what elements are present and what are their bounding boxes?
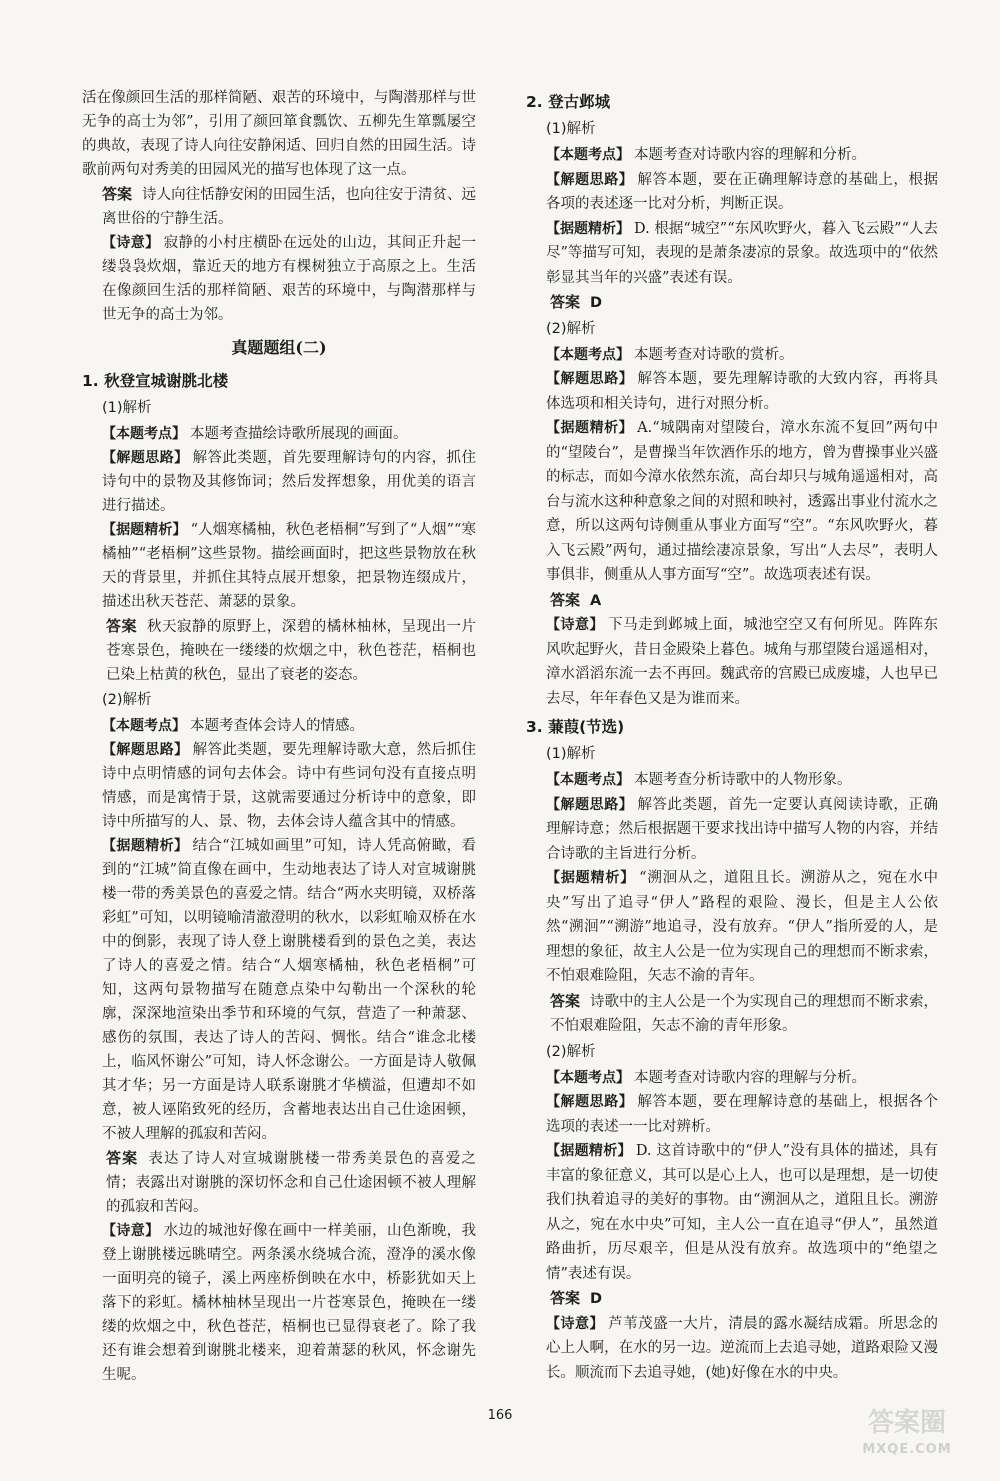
answer-text: 表达了诗人对宣城谢朓楼一带秀美景色的喜爱之情；表露出对谢朓的深切怀念和自己仕途困顿不被人理解的孤寂和苦闷。: [106, 1151, 476, 1215]
poem-meaning-label: 【诗意】: [546, 1315, 605, 1332]
group-title: 真题题组(二): [231, 338, 327, 357]
approach-label: 【解题思路】: [546, 1094, 634, 1110]
answer-label: 答案: [550, 991, 581, 1010]
answer-label: 答案: [102, 185, 133, 203]
answer-text: 诗人向往恬静安闲的田园生活，也向往安于清贫、远离世俗的宁静生活。: [102, 187, 476, 227]
key-point-text: 本题考查对诗歌内容的理解与分析。: [634, 1069, 866, 1086]
key-point-text: 本题考查对诗歌内容的理解和分析。: [634, 147, 866, 163]
approach-label: 【解题思路】: [102, 742, 189, 758]
poem-meaning-text: 下马走到邺城上面，城池空空又有何所见。阵阵东风吹起野火，昔日金殿染上暮色。城角与那望陵台遥遥相对，漳水滔滔东流一去不再回。魏武帝的宫殿已成废墟，人也早已去尽，年年春色又是为谁而来。: [546, 617, 939, 707]
analysis-label: 【据题精析】: [102, 838, 189, 854]
question-heading: (2)解析: [546, 1043, 596, 1060]
approach-label: 【解题思路】: [546, 171, 634, 188]
poem-meaning-label: 【诗意】: [102, 1223, 160, 1239]
approach-label: 【解题思路】: [102, 450, 189, 466]
key-point-text: 本题考查体会诗人的情感。: [190, 718, 364, 734]
answer-text: 诗歌中的主人公是一个为实现自己的理想而不断求索，不怕艰难险阻，矢志不渝的青年形象。: [550, 993, 939, 1034]
answer-label: 答案: [106, 1149, 139, 1167]
key-point-text: 本题考查描绘诗歌所展现的画面。: [190, 426, 408, 442]
answer-label: 答案: [550, 590, 581, 609]
answer-label: 答案: [550, 293, 581, 311]
page-number: 166: [487, 1408, 513, 1423]
section-title: 2. 登古邺城: [526, 93, 611, 111]
analysis-text: “人烟寒橘柚，秋色老梧桐”写到了“人烟”“寒橘柚”“老梧桐”这些景物。描绘画面时，把这些景物放在秋天的背景里，并抓住其特点展开想象，把景物连缀成片，描述出秋天苍茫、萧瑟的景象。: [102, 522, 476, 610]
analysis-label: 【据题精析】: [546, 420, 634, 436]
answer-label: 答案: [106, 617, 137, 635]
watermark-main-text: 答案圈: [867, 1408, 947, 1438]
poem-meaning-text: 水边的城池好像在画中一样美丽，山色渐晚，我登上谢朓楼远眺晴空。两条溪水绕城合流，澄净的溪水像一面明亮的镜子，溪上两座桥倒映在水中，桥影犹如天上落下的彩虹。橘林柚林呈现出一片苍寒景色，掩映在一缕缕的炊烟之中，秋色苍茫，梧桐也已显得衰老了。除了我还有谁会想着到谢朓北楼来，迎着萧瑟的秋风，怀念谢先生呢。: [102, 1223, 477, 1383]
section-title: 3. 蒹葭(节选): [526, 718, 625, 736]
analysis-text: A.“城隅南对望陵台，漳水东流不复回”两句中的“望陵台”，是曹操当年饮酒作乐的地方，曾为曹操事业兴盛的标志，而如今漳水依然东流，高台却只与城角遥遥相对，高台与流水这种种意象之间的对照和映衬，透露出事业付流水之意，所以这两句诗侧重从事业方面写“空”。“东风吹野火，暮入飞云殿”两句，通过描绘凄凉景象，写出“人去尽”，表明人事俱非，侧重从人事方面写“空”。故选项表述有误。: [546, 420, 939, 583]
poem-meaning-text: 芦苇茂盛一大片，清晨的露水凝结成霜。所思念的心上人啊，在水的另一边。逆流而上去追寻她，道路艰险又漫长。顺流而下去追寻她，(她)好像在水的中央。: [546, 1315, 939, 1381]
watermark-sub-text: MXQE.COM: [862, 1442, 952, 1457]
approach-text: 解答本题，要在正确理解诗意的基础上，根据各项的表述逐一比对分析，判断正误。: [546, 171, 939, 212]
answer-text: 秋天寂静的原野上，深碧的橘林柚林，呈现出一片苍寒景色，掩映在一缕缕的炊烟之中，秋色苍茫，梧桐也已染上枯黄的秋色，显出了衰老的姿态。: [106, 619, 476, 683]
key-point-label: 【本题考点】: [546, 1069, 630, 1086]
key-point-text: 本题考查对诗歌的赏析。: [634, 346, 794, 363]
approach-text: 解答此类题，要先理解诗歌大意，然后抓住诗中点明情感的词句去体会。诗中有些词句没有直接点明情感，而是寓情于景，这就需要通过分析诗中的意象，即诗中所描写的人、景、物，去体会诗人蕴含其中的情感。: [102, 742, 476, 830]
intro-paragraph: 活在像颜回生活的那样简陋、艰苦的环境中，与陶潜那样与世无争的高士为邻”，引用了颜回箪食瓢饮、五柳先生箪瓢屡空的典故，表现了诗人向往安静闲适、回归自然的田园生活。诗歌前两句对秀美的田园风光的描写也体现了这一点。: [82, 90, 476, 178]
key-point-label: 【本题考点】: [546, 147, 630, 163]
approach-text: 解答本题，要在理解诗意的基础上，根据各个选项的表述一一比对辨析。: [546, 1094, 939, 1135]
answer-value: D: [590, 295, 603, 311]
approach-text: 解答此类题，首先要理解诗句的内容，抓住诗句中的景物及其修饰词；然后发挥想象，用优美的语言进行描述。: [102, 450, 476, 514]
approach-label: 【解题思路】: [546, 371, 634, 387]
poem-meaning-text: 寂静的小村庄横卧在远处的山边，其间正升起一缕袅袅炊烟，靠近天的地方有棵树独立于高原之上。生活在像颜回生活的那样简陋、艰苦的环境中，与陶潜那样与世无争的高士为邻。: [102, 235, 477, 323]
section-title: 1. 秋登宣城谢朓北楼: [82, 372, 229, 390]
key-point-label: 【本题考点】: [102, 426, 186, 442]
approach-text: 解答本题，要先理解诗歌的大致内容，再将具体选项和相关诗句，进行对照分析。: [546, 371, 939, 412]
question-heading: (1)解析: [546, 121, 596, 137]
key-point-text: 本题考查分析诗歌中的人物形象。: [634, 772, 852, 788]
key-point-label: 【本题考点】: [546, 772, 630, 788]
question-heading: (1)解析: [102, 400, 152, 416]
key-point-label: 【本题考点】: [102, 718, 186, 734]
analysis-label: 【据题精析】: [546, 870, 636, 886]
analysis-text: “溯洄从之，道阻且长。溯游从之，宛在水中央”写出了追寻“伊人”路程的艰险、漫长，但是主人公依然“溯洄”“溯游”地追寻，没有放弃。“伊人”指所爱的人，是理想的象征，故主人公是一位为实现自己的理想而不断求索，不怕艰难险阻，矢志不渝的青年。: [546, 870, 938, 984]
question-heading: (2)解析: [546, 320, 596, 337]
watermark-logo: [832, 1399, 982, 1459]
question-heading: (2)解析: [102, 692, 152, 708]
analysis-label: 【据题精析】: [102, 522, 187, 538]
analysis-label: 【据题精析】: [546, 1143, 632, 1159]
analysis-text: D. 这首诗歌中的“伊人”没有具体的描述，具有丰富的象征意义，其可以是心上人，也可以是理想，是一切使我们执着追寻的美好的事物。由“溯洄从之，道阻且长。溯游从之，宛在水中央”可知，主人公一直在追寻“伊人”，虽然道路曲折，历尽艰辛，但是从没有放弃。故选项中的“绝望之情”表述有误。: [546, 1143, 938, 1282]
poem-meaning-label: 【诗意】: [102, 235, 160, 251]
question-heading: (1)解析: [546, 746, 596, 762]
left-column: [82, 86, 476, 1387]
approach-text: 解答此类题，首先一定要认真阅读诗歌，正确理解诗意；然后根据题干要求找出诗中描写人物的内容，并结合诗歌的主旨进行分析。: [546, 796, 939, 862]
answer-value: D: [590, 1291, 603, 1307]
analysis-text: D. 根据“城空”“东风吹野火，暮入飞云殿”“人去尽”等描写可知，表现的是萧条凄凉的景象。故选项中的“依然彰显其当年的兴盛”表述有误。: [546, 220, 939, 286]
right-column: [526, 86, 938, 1385]
poem-meaning-label: 【诗意】: [546, 617, 605, 633]
analysis-label: 【据题精析】: [546, 220, 631, 237]
approach-label: 【解题思路】: [546, 796, 634, 813]
key-point-label: 【本题考点】: [546, 346, 630, 363]
answer-value: A: [590, 592, 602, 609]
answer-label: 答案: [550, 1289, 581, 1307]
analysis-text: 结合“江城如画里”可知，诗人凭高俯瞰，看到的“江城”简直像在画中，生动地表达了诗人对宣城谢朓楼一带的秀美景色的喜爱之情。结合“两水夹明镜，双桥落彩虹”可知，以明镜喻清澈澄明的秋水，以彩虹喻双桥在水中的倒影，表现了诗人登上谢朓楼看到的景色之美，表达了诗人的喜爱之情。结合“人烟寒橘柚，秋色老梧桐”可知，这两句景物描写在随意点染中勾勒出一个深秋的轮廓，深深地渲染出季节和环境的气氛，营造了一种萧瑟、感伤的氛围，表达了诗人的苦闷、惆怅。结合“谁念北楼上，临风怀谢公”可知，诗人怀念谢公。一方面是诗人敬佩其才华；另一方面是诗人联系谢朓才华横溢，但遭却不如意，被人诬陷致死的经历，含蓄地表达出自己仕途困顿，不被人理解的孤寂和苦闷。: [102, 838, 477, 1142]
